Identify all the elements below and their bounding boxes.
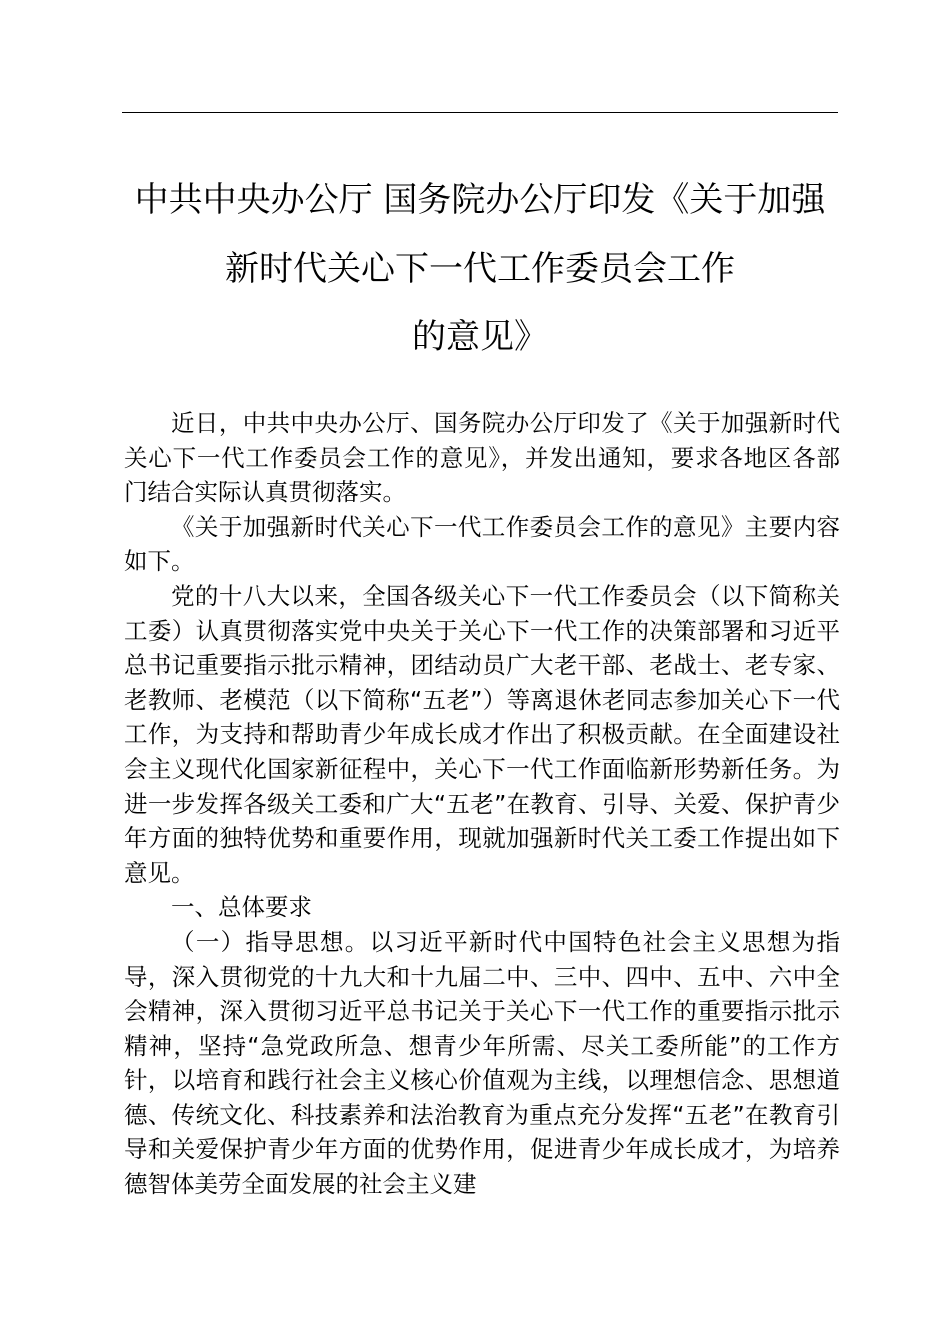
section-heading-general-requirements: 一、总体要求 [171,893,312,922]
paragraph-intro: 近日，中共中央办公厅、国务院办公厅印发了《关于加强新时代关心下一代工作委员会工作的意见》，并发出通知，要求各地区各部门结合实际认真贯彻落实。 [124,409,840,507]
document-title-line-3: 的意见》 [412,317,548,357]
document-title-line-1: 中共中央办公厅 国务院办公厅印发《关于加强 [134,180,826,220]
header-rule [122,112,838,113]
paragraph-background: 党的十八大以来，全国各级关心下一代工作委员会（以下简称关工委）认真贯彻落实党中央关于关心下一代工作的决策部署和习近平总书记重要指示批示精神，团结动员广大老干部、老战士、老专家、老教师、老模范（以下简称“五老”）等离退休老同志参加关心下一代工作，为支持和帮助青少年成长成才作出了积极贡献。在全面建设社会主义现代化国家新征程中，关心下一代工作面临新形势新任务。为进一步发挥各级关工委和广大“五老”在教育、引导、关爱、保护青少年方面的独特优势和重要作用，现就加强新时代关工委工作提出如下意见。 [124,581,840,887]
document-title-line-2: 新时代关心下一代工作委员会工作 [225,249,735,289]
paragraph-summary: 《关于加强新时代关心下一代工作委员会工作的意见》主要内容如下。 [124,512,840,576]
document-body [124,406,840,1202]
paragraph-guiding-thought: （一）指导思想。以习近平新时代中国特色社会主义思想为指导，深入贯彻党的十九大和十九届二中、三中、四中、五中、六中全会精神，深入贯彻习近平总书记关于关心下一代工作的重要指示批示精神，坚持“急党政所急、想青少年所需、尽关工委所能”的工作方针，以培育和践行社会主义核心价值观为主线，以理想信念、思想道德、传统文化、科技素养和法治教育为重点充分发挥“五老”在教育引导和关爱保护青少年方面的优势作用，促进青少年成长成才，为培养德智体美劳全面发展的社会主义建 [124,927,840,1199]
